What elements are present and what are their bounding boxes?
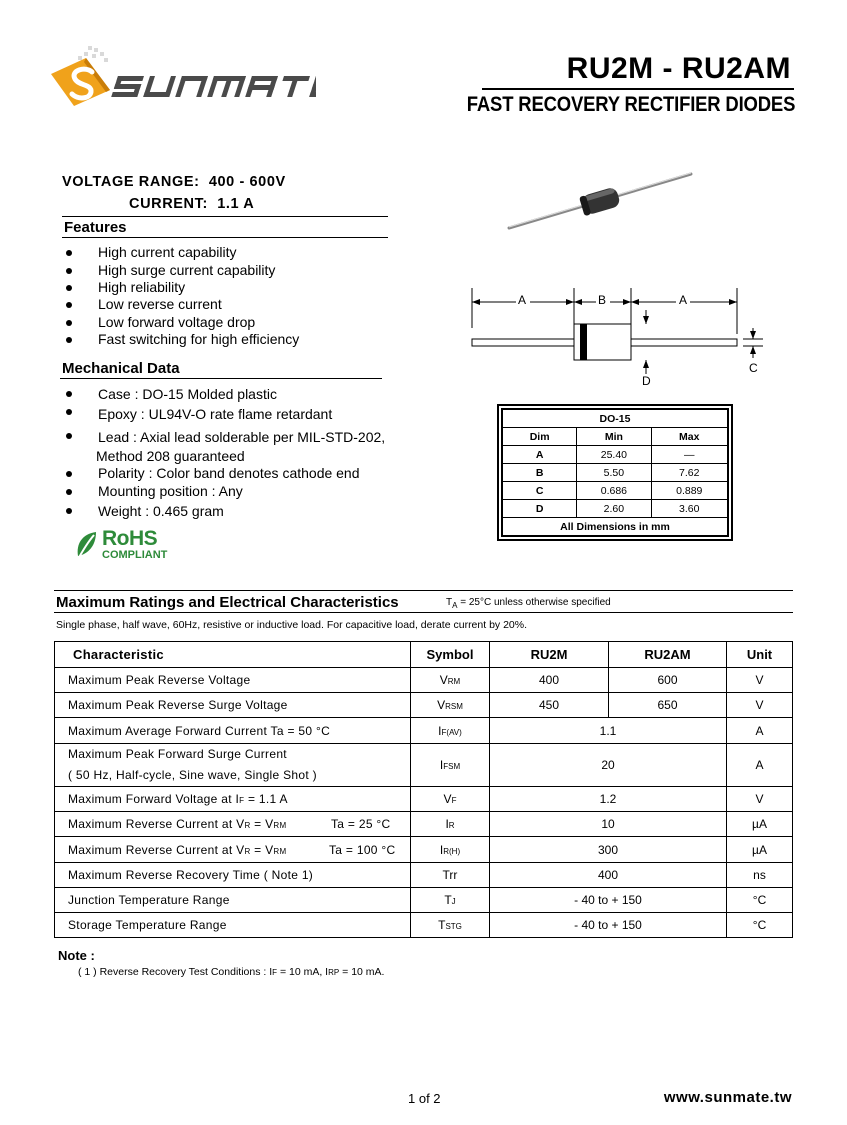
part-number-title: RU2M - RU2AM (566, 52, 791, 85)
note-part: ( 1 ) Reverse Recovery Test Conditions : I (78, 966, 273, 978)
dim-header-min: Min (577, 428, 651, 446)
header-ru2m: RU2M (490, 642, 609, 668)
row-characteristic: Maximum Reverse Recovery Time ( Note 1) (55, 863, 411, 888)
bullet-icon (66, 302, 72, 308)
table-row (55, 888, 793, 913)
load-condition-a: Single phase, half wave, 60Hz, resistive or inductive load. (56, 619, 324, 631)
symbol-sub: R(H) (443, 846, 461, 856)
row-characteristic (55, 837, 411, 863)
row-value: 1.1 (490, 718, 727, 744)
dim-row (503, 500, 728, 518)
symbol-sub: F (451, 796, 457, 805)
voltage-value: 400 - 600V (208, 174, 286, 190)
row-characteristic: Junction Temperature Range (55, 888, 411, 913)
row-value: 400 (490, 863, 727, 888)
note-sub: F (272, 968, 278, 977)
row-value-ru2m: 400 (490, 668, 609, 693)
dim-cell: 3.60 (651, 500, 728, 518)
symbol-sub: FSM (443, 762, 461, 771)
note-text (78, 966, 384, 978)
table-row (55, 787, 793, 812)
header-symbol: Symbol (411, 642, 490, 668)
bullet-icon (66, 320, 72, 326)
voltage-range (62, 174, 286, 190)
row-symbol (411, 744, 490, 787)
condition-t: T (446, 597, 453, 608)
row-unit: V (727, 668, 793, 693)
feature-item: High current capability (98, 244, 237, 260)
dim-cell: 0.686 (577, 482, 651, 500)
dim-label-a-left: A (518, 293, 527, 307)
dim-cell: — (651, 446, 728, 464)
ratings-table (54, 641, 793, 938)
ratings-top-rule (54, 590, 793, 591)
row-symbol (411, 787, 490, 812)
dim-table-footer: All Dimensions in mm (503, 518, 728, 536)
table-row (55, 913, 793, 938)
mechanical-item: Lead : Axial lead solderable per MIL-STD-202, (98, 429, 386, 445)
title-divider (482, 88, 794, 90)
char-ta: Ta = 25 °C (331, 817, 391, 831)
row-value-ru2m: 450 (490, 693, 609, 718)
char-sub: RM (273, 821, 287, 830)
bullet-icon (66, 409, 72, 415)
char-text: Maximum Forward Voltage at I (68, 792, 240, 806)
symbol-main: Trr (442, 868, 458, 882)
note-label: Note : (58, 948, 95, 963)
mechanical-item: Mounting position : Any (98, 483, 243, 499)
symbol-sub: RSM (445, 702, 463, 711)
dimension-diagram (468, 284, 768, 394)
dim-cell: 7.62 (651, 464, 728, 482)
row-characteristic: Maximum Peak Reverse Voltage (55, 668, 411, 693)
mechanical-item: Weight : 0.465 gram (98, 503, 224, 519)
row-unit: V (727, 787, 793, 812)
page-number: 1 of 2 (408, 1091, 441, 1106)
dim-label-c: C (749, 361, 758, 375)
dim-cell: D (503, 500, 577, 518)
row-unit: V (727, 693, 793, 718)
row-symbol (411, 718, 490, 744)
row-unit: A (727, 718, 793, 744)
characteristic-line: ( 50 Hz, Half-cycle, Sine wave, Single Shot ) (68, 768, 317, 782)
row-unit: °C (727, 913, 793, 938)
condition-sub: A (452, 601, 458, 610)
dim-cell: B (503, 464, 577, 482)
bullet-icon (66, 250, 72, 256)
bullet-icon (66, 391, 72, 397)
symbol-main: I (439, 758, 444, 772)
header-unit: Unit (727, 642, 793, 668)
table-row (55, 744, 793, 787)
symbol-main: I (439, 842, 444, 857)
bullet-icon (66, 285, 72, 291)
char-text: = V (250, 817, 274, 831)
row-value: 1.2 (490, 787, 727, 812)
char-sub: F (239, 796, 245, 805)
row-unit: A (727, 744, 793, 787)
dim-label-d: D (642, 374, 651, 388)
mechanical-item-continued: Method 208 guaranteed (96, 448, 245, 464)
row-symbol (411, 888, 490, 913)
dim-label-a-right: A (679, 293, 688, 307)
ratings-heading: Maximum Ratings and Electrical Characteristics (56, 594, 399, 611)
features-heading: Features (64, 219, 127, 236)
char-sub: R (244, 821, 251, 830)
website-link[interactable]: www.sunmate.tw (663, 1089, 792, 1106)
bullet-icon (66, 433, 72, 439)
dim-cell: A (503, 446, 577, 464)
current-value: 1.1 A (217, 196, 255, 212)
note-part: = 10 mA. (339, 966, 385, 978)
bullet-icon (66, 471, 72, 477)
characteristic-line: Maximum Peak Forward Surge Current (68, 747, 287, 761)
row-value: - 40 to + 150 (490, 913, 727, 938)
row-symbol (411, 837, 490, 863)
dimension-table (497, 404, 733, 541)
row-characteristic (55, 744, 411, 787)
row-value: - 40 to + 150 (490, 888, 727, 913)
features-bottom-rule (62, 237, 388, 238)
symbol-main: V (437, 698, 446, 712)
feature-item: Low reverse current (98, 296, 222, 312)
row-symbol (411, 863, 490, 888)
table-row (55, 837, 793, 863)
features-top-rule (62, 216, 388, 217)
rohs-text: RoHS (102, 527, 158, 550)
current-rating (129, 196, 254, 212)
char-sub: RM (273, 846, 287, 856)
row-symbol (411, 668, 490, 693)
row-value-ru2am: 600 (609, 668, 727, 693)
row-characteristic (55, 812, 411, 837)
ratings-bottom-rule (54, 612, 793, 613)
ratings-condition (446, 597, 611, 610)
row-characteristic (55, 787, 411, 812)
bullet-icon (66, 489, 72, 495)
row-symbol (411, 812, 490, 837)
char-text: Maximum Reverse Current at V (68, 817, 245, 831)
mechanical-item: Case : DO-15 Molded plastic (98, 386, 277, 402)
symbol-sub: R (448, 821, 455, 830)
dim-row (503, 464, 728, 482)
row-unit: ns (727, 863, 793, 888)
dim-cell: 0.889 (651, 482, 728, 500)
feature-item: High surge current capability (98, 262, 276, 278)
header-characteristic: Characteristic (55, 642, 411, 668)
voltage-label: VOLTAGE RANGE: (62, 174, 200, 190)
row-characteristic: Maximum Average Forward Current Ta = 50 °C (55, 718, 411, 744)
char-text: Maximum Reverse Current at V (68, 842, 245, 857)
mechanical-rule (60, 378, 382, 379)
table-row (55, 812, 793, 837)
leaf-icon (74, 530, 100, 562)
char-sub: R (244, 846, 251, 856)
row-symbol (411, 693, 490, 718)
char-text: = V (250, 842, 274, 857)
symbol-sub: STG (445, 922, 462, 931)
mechanical-heading: Mechanical Data (62, 360, 180, 377)
load-condition-b: For capacitive load, derate current by 20%. (326, 619, 528, 631)
mechanical-item: Polarity : Color band denotes cathode end (98, 465, 360, 481)
symbol-main: I (445, 817, 449, 831)
symbol-sub: RM (447, 677, 461, 686)
mechanical-item: Epoxy : UL94V-O rate flame retardant (98, 406, 333, 422)
dim-row (503, 482, 728, 500)
row-unit: µA (727, 837, 793, 863)
diode-illustration (505, 168, 700, 234)
bullet-icon (66, 508, 72, 514)
row-symbol (411, 913, 490, 938)
dim-cell: 25.40 (577, 446, 651, 464)
symbol-sub: F(AV) (441, 727, 462, 737)
table-row (55, 718, 793, 744)
table-row (55, 863, 793, 888)
dim-row (503, 446, 728, 464)
row-unit: °C (727, 888, 793, 913)
header-ru2am: RU2AM (609, 642, 727, 668)
note-part: = 10 mA, I (277, 966, 329, 978)
symbol-main: T (444, 893, 452, 907)
dim-cell: 5.50 (577, 464, 651, 482)
row-characteristic: Maximum Peak Reverse Surge Voltage (55, 693, 411, 718)
symbol-main: V (443, 792, 452, 806)
bullet-icon (66, 268, 72, 274)
symbol-sub: J (451, 897, 456, 906)
current-label: CURRENT: (129, 196, 208, 212)
row-value: 300 (490, 837, 727, 863)
condition-rest: = 25°C unless otherwise specified (457, 597, 611, 608)
row-value-ru2am: 650 (609, 693, 727, 718)
rohs-badge (74, 528, 174, 564)
rohs-compliant-text: COMPLIANT (102, 549, 168, 561)
dim-cell: C (503, 482, 577, 500)
row-unit: µA (727, 812, 793, 837)
sunmate-logo (48, 46, 316, 126)
dim-header-dim: Dim (503, 428, 577, 446)
row-characteristic: Storage Temperature Range (55, 913, 411, 938)
feature-item: Fast switching for high efficiency (98, 331, 300, 347)
table-row (55, 693, 793, 718)
symbol-main: T (438, 918, 446, 932)
bullet-icon (66, 337, 72, 343)
symbol-main: V (439, 673, 448, 687)
dim-table-package: DO-15 (503, 410, 728, 428)
char-ta: Ta = 100 °C (329, 842, 396, 857)
dim-label-b: B (598, 293, 607, 307)
table-row (55, 668, 793, 693)
char-text: = 1.1 A (244, 792, 288, 806)
document-subtitle: FAST RECOVERY RECTIFIER DIODES (466, 93, 795, 116)
row-value: 10 (490, 812, 727, 837)
dim-header-max: Max (651, 428, 728, 446)
load-conditions (56, 619, 527, 631)
symbol-main: I (438, 723, 442, 738)
note-sub: RP (328, 968, 340, 977)
feature-item: Low forward voltage drop (98, 314, 256, 330)
dim-cell: 2.60 (577, 500, 651, 518)
feature-item: High reliability (98, 279, 186, 295)
row-value: 20 (490, 744, 727, 787)
